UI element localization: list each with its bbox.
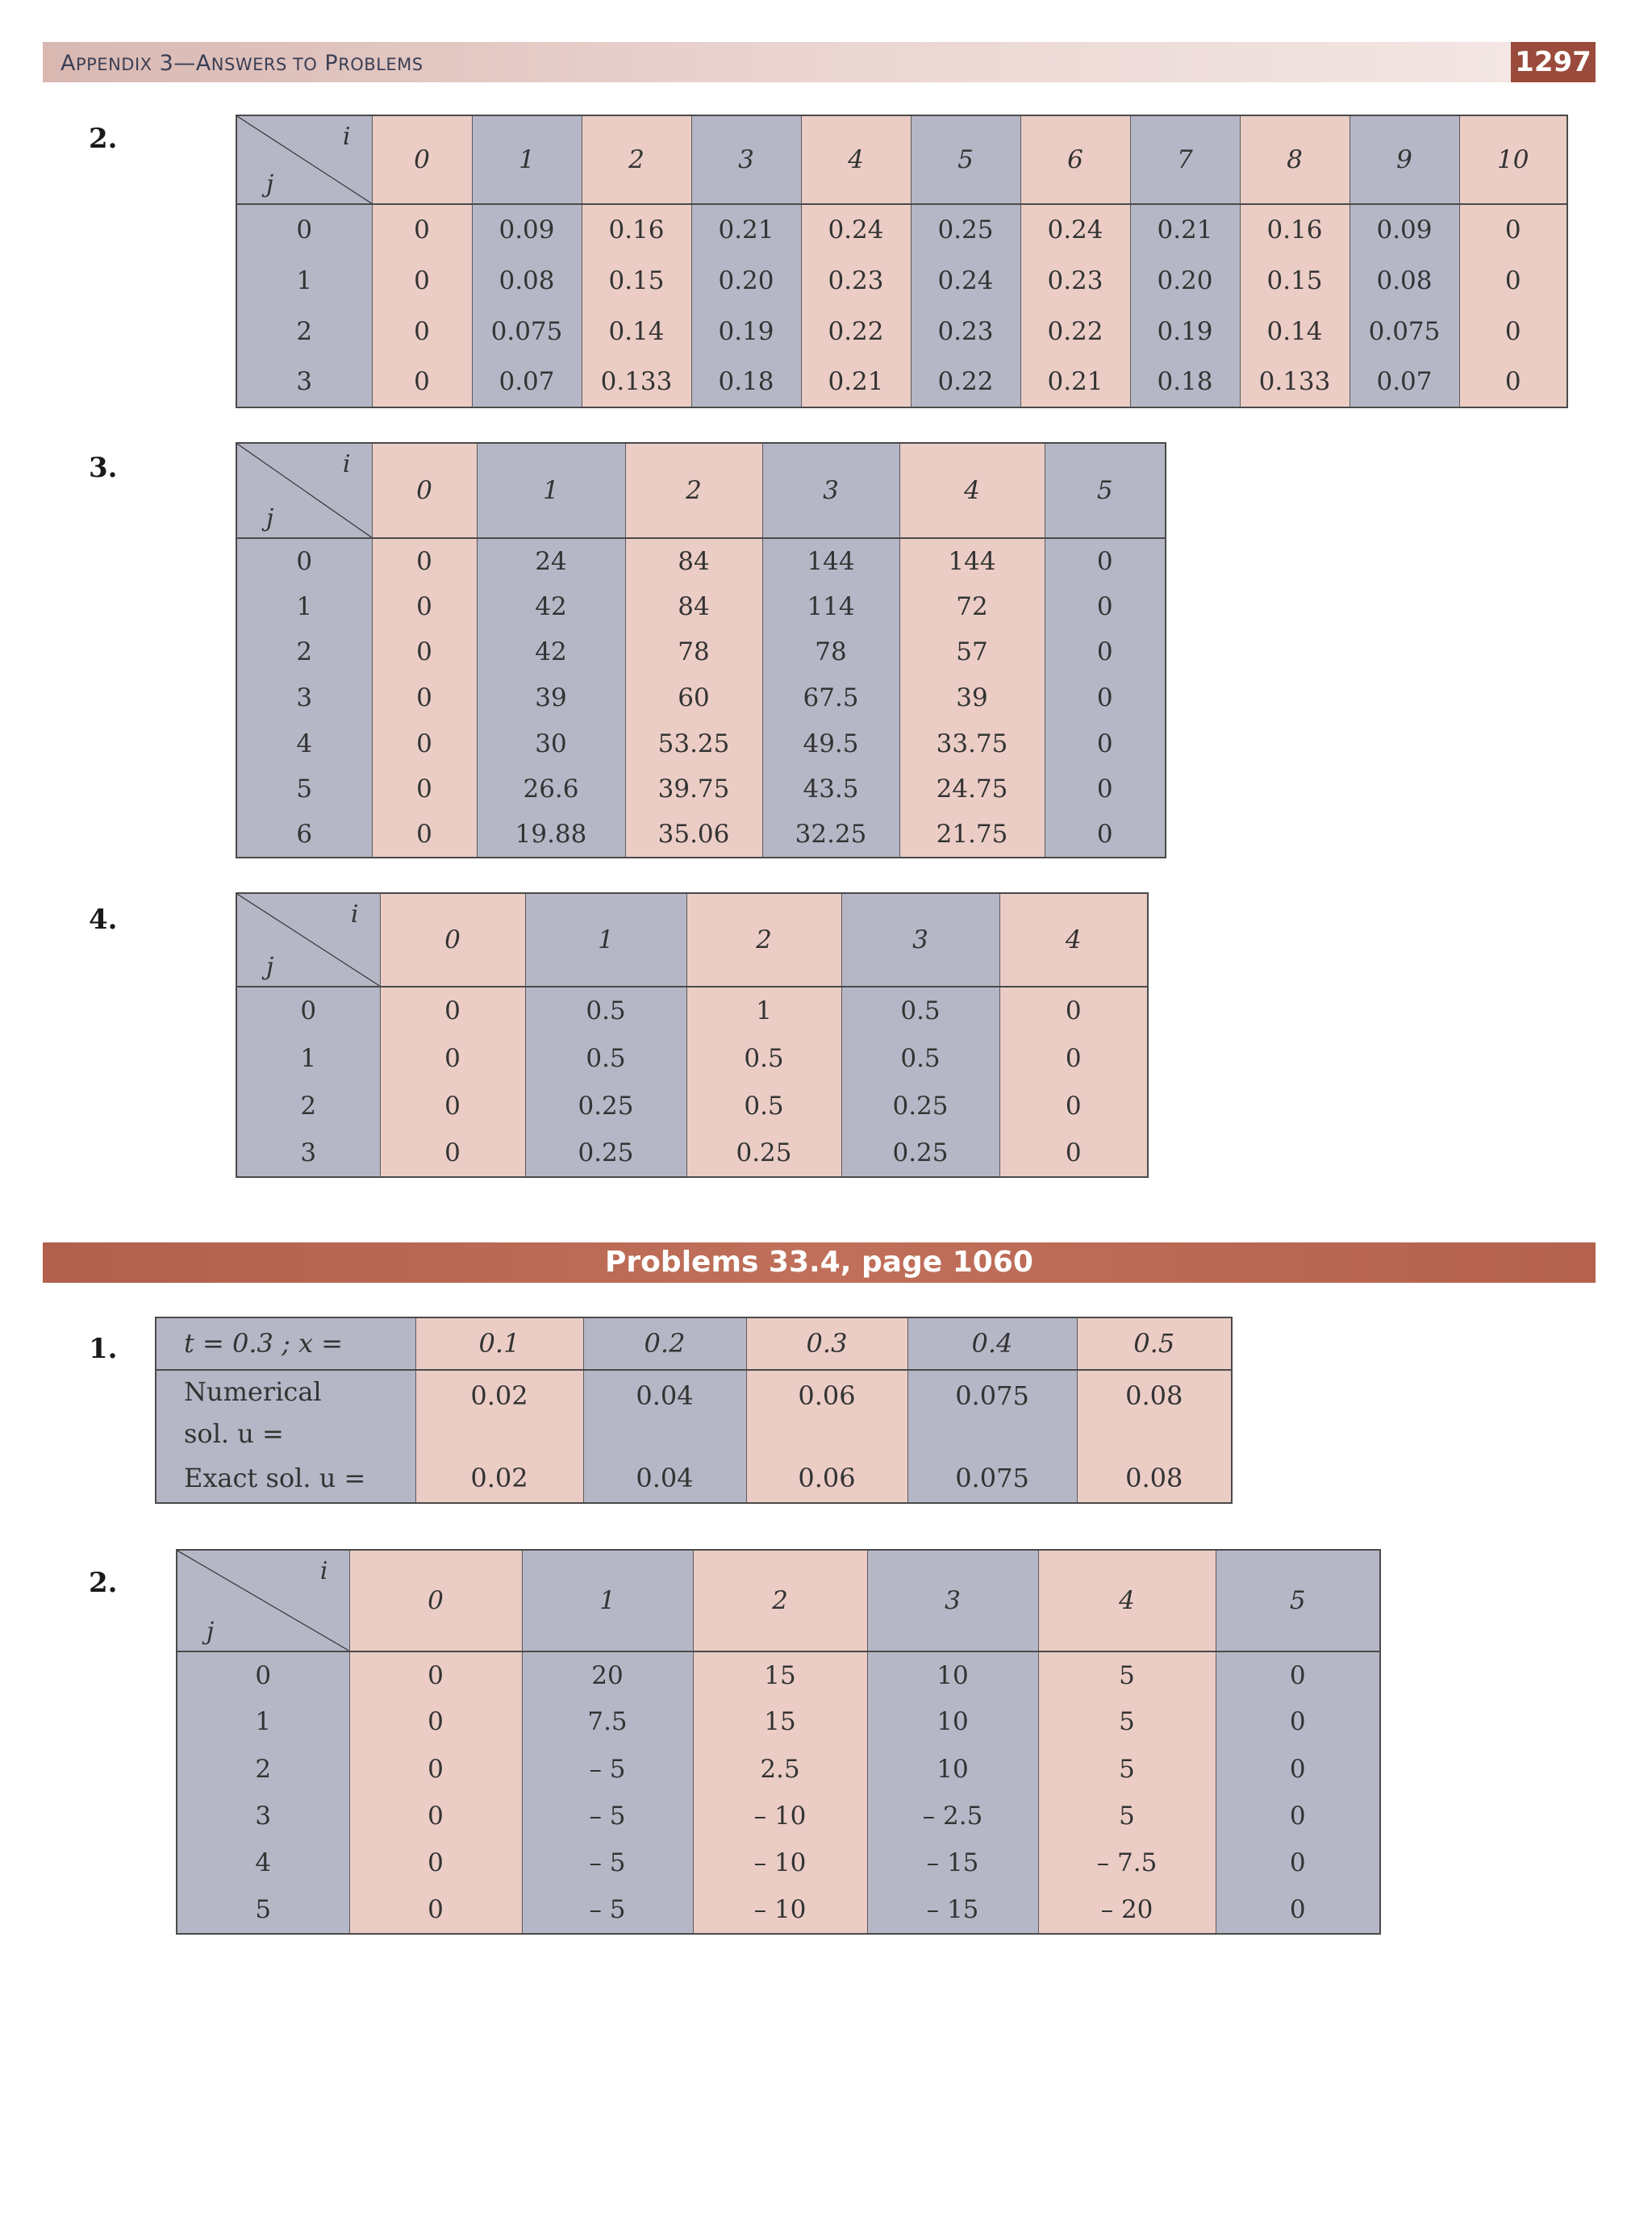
table-cell: 10 (867, 1698, 1038, 1745)
table-cell: 84 (625, 584, 762, 630)
table-cell: 19.88 (477, 812, 625, 858)
table-cell: 0.19 (691, 306, 801, 357)
table-cell: 15 (693, 1698, 867, 1745)
table-cell: – 10 (693, 1793, 867, 1839)
exact-value: 0.06 (746, 1454, 907, 1503)
table-cell: 0.19 (1130, 306, 1240, 357)
table-row (236, 720, 1166, 766)
table-cell: – 5 (522, 1839, 693, 1886)
problem-number: 3. (89, 452, 118, 484)
table-cell: 0 (380, 1129, 525, 1177)
numerical-value: 0.02 (415, 1370, 583, 1455)
table-cell: 0 (1045, 538, 1166, 584)
table-cell: 39 (899, 675, 1045, 721)
column-variable: i (342, 123, 351, 151)
table-cell: 39.75 (625, 766, 762, 812)
table-cell: 0.23 (1020, 255, 1130, 306)
table-cell: 0 (372, 584, 477, 630)
table-cell: 0.25 (841, 1129, 999, 1177)
table-cell: 0.5 (686, 1082, 841, 1129)
column-header: 0.1 (415, 1317, 583, 1370)
table-cell: 0 (372, 675, 477, 721)
numerical-value: 0.06 (746, 1370, 907, 1455)
row-index: 2 (236, 629, 372, 675)
table-cell: 10 (867, 1651, 1038, 1698)
table-row (236, 1082, 1148, 1129)
table-cell: 0.23 (911, 306, 1020, 357)
table-cell: 0.22 (911, 357, 1020, 407)
table-cell: – 15 (867, 1839, 1038, 1886)
table-cell: 53.25 (625, 720, 762, 766)
row-index: 3 (236, 1129, 380, 1177)
column-header: 1 (472, 115, 582, 204)
row-index: 5 (236, 766, 372, 812)
answer-table-2b (176, 1549, 1381, 1935)
table-cell: 0.24 (1020, 204, 1130, 255)
table-cell: 0.133 (582, 357, 691, 407)
column-header: 5 (911, 115, 1020, 204)
column-header: 4 (801, 115, 911, 204)
table-row (177, 1698, 1380, 1745)
exact-value: 0.075 (907, 1454, 1077, 1503)
column-header: 3 (867, 1550, 1038, 1651)
table-cell: 15 (693, 1651, 867, 1698)
column-header: 4 (899, 443, 1045, 538)
row-variable: j (266, 953, 274, 981)
table-cell: – 5 (522, 1746, 693, 1793)
row-label: sol. u = (156, 1413, 415, 1454)
table-row (177, 1887, 1380, 1934)
column-header: 2 (625, 443, 762, 538)
column-header: 3 (762, 443, 899, 538)
table-cell: – 5 (522, 1887, 693, 1934)
table-cell: 78 (762, 629, 899, 675)
column-header: 9 (1350, 115, 1459, 204)
row-variable: j (266, 170, 274, 198)
table-cell: 0.21 (691, 204, 801, 255)
table-cell: 26.6 (477, 766, 625, 812)
column-header: 0 (372, 443, 477, 538)
row-variable: j (206, 1618, 215, 1646)
column-header: 0.4 (907, 1317, 1077, 1370)
table-cell: – 20 (1038, 1887, 1216, 1934)
table-cell: 20 (522, 1651, 693, 1698)
table-cell: – 15 (867, 1887, 1038, 1934)
row-index: 3 (177, 1793, 349, 1839)
table-cell: 0 (349, 1651, 522, 1698)
table-cell: 0 (999, 1129, 1148, 1177)
table-cell: 60 (625, 675, 762, 721)
table-cell: 0.25 (911, 204, 1020, 255)
table-cell: 0.14 (1240, 306, 1350, 357)
table-cell: 43.5 (762, 766, 899, 812)
column-header: 0.3 (746, 1317, 907, 1370)
table-cell: 0.25 (525, 1129, 686, 1177)
column-header: 5 (1216, 1550, 1380, 1651)
table-row (177, 1839, 1380, 1886)
table-cell: 0.18 (1130, 357, 1240, 407)
row-index: 2 (236, 306, 372, 357)
table-cell: 32.25 (762, 812, 899, 858)
problem-number: 2. (89, 123, 118, 155)
row-index: 4 (177, 1839, 349, 1886)
table-cell: 0 (1045, 812, 1166, 858)
table-cell: 5 (1038, 1746, 1216, 1793)
table-cell: 0.5 (841, 1034, 999, 1082)
table-cell: 0.133 (1240, 357, 1350, 407)
row-index: 4 (236, 720, 372, 766)
table-cell: 10 (867, 1746, 1038, 1793)
table-cell: 0 (1216, 1839, 1380, 1886)
row-index: 3 (236, 675, 372, 721)
row-index: 6 (236, 812, 372, 858)
table-cell: 84 (625, 538, 762, 584)
table-cell: 0.14 (582, 306, 691, 357)
table-cell: 0.075 (472, 306, 582, 357)
table-cell: 0.24 (801, 204, 911, 255)
table-cell: 0 (1216, 1746, 1380, 1793)
row-index: 1 (236, 255, 372, 306)
column-header: 6 (1020, 115, 1130, 204)
table-cell: 0 (349, 1793, 522, 1839)
column-variable: i (319, 1557, 328, 1585)
table-row (177, 1746, 1380, 1793)
column-header: 4 (1038, 1550, 1216, 1651)
table-cell: 0.18 (691, 357, 801, 407)
answer-table-4 (236, 892, 1149, 1178)
table-cell: 0.21 (1020, 357, 1130, 407)
table-cell: 0 (372, 204, 472, 255)
table-cell: 42 (477, 584, 625, 630)
column-header: 2 (686, 893, 841, 987)
table-cell: 24 (477, 538, 625, 584)
table-cell: 0 (1045, 766, 1166, 812)
table-row (236, 766, 1166, 812)
table-cell: 1 (686, 987, 841, 1034)
table-cell: 0 (1459, 357, 1567, 407)
table-cell: 0 (372, 357, 472, 407)
table-cell: 21.75 (899, 812, 1045, 858)
numerical-value: 0.04 (583, 1370, 746, 1455)
column-header: 2 (693, 1550, 867, 1651)
table-cell: 33.75 (899, 720, 1045, 766)
table-cell: 0 (1216, 1698, 1380, 1745)
table-cell: 78 (625, 629, 762, 675)
table-row (236, 1034, 1148, 1082)
table-cell: 0.09 (472, 204, 582, 255)
table-cell: 0.5 (525, 1034, 686, 1082)
row-variable: j (266, 504, 274, 532)
section-banner: Problems 33.4, page 1060 (43, 1242, 1596, 1283)
table-cell: 2.5 (693, 1746, 867, 1793)
table-cell: 0 (1045, 629, 1166, 675)
row-index: 2 (236, 1082, 380, 1129)
table-cell: 0 (372, 538, 477, 584)
row-index: 2 (177, 1746, 349, 1793)
table-cell: 0 (999, 1082, 1148, 1129)
table-cell: 0 (380, 1082, 525, 1129)
table-cell: 0 (1045, 584, 1166, 630)
table-cell: 39 (477, 675, 625, 721)
row-index: 1 (236, 584, 372, 630)
table-cell: – 7.5 (1038, 1839, 1216, 1886)
column-header: 7 (1130, 115, 1240, 204)
table-cell: 144 (762, 538, 899, 584)
problem-number: 4. (89, 904, 118, 936)
header-label: t = 0.3 ; x = (156, 1317, 415, 1370)
table-row (236, 584, 1166, 630)
table-cell: 0 (999, 1034, 1148, 1082)
column-header: 0.5 (1077, 1317, 1232, 1370)
column-header: 5 (1045, 443, 1166, 538)
table-cell: 0 (372, 812, 477, 858)
table-row (236, 987, 1148, 1034)
exact-value: 0.04 (583, 1454, 746, 1503)
table-cell: 0 (1216, 1651, 1380, 1698)
table-cell: 0.22 (1020, 306, 1130, 357)
page-number: 1297 (1511, 42, 1596, 82)
table-cell: 5 (1038, 1793, 1216, 1839)
table-cell: 0 (349, 1698, 522, 1745)
table-cell: 57 (899, 629, 1045, 675)
table-cell: 0.24 (911, 255, 1020, 306)
table-cell: 0.21 (1130, 204, 1240, 255)
column-header: 0 (349, 1550, 522, 1651)
table-cell: 0 (380, 1034, 525, 1082)
column-header: 4 (999, 893, 1148, 987)
table-cell: 7.5 (522, 1698, 693, 1745)
table-cell: 0 (1459, 306, 1567, 357)
table-cell: 0 (372, 766, 477, 812)
column-header: 2 (582, 115, 691, 204)
table-cell: 0 (1216, 1887, 1380, 1934)
table-cell: 0 (372, 720, 477, 766)
corner-cell (236, 893, 380, 987)
table-cell: 0 (349, 1746, 522, 1793)
table-cell: – 5 (522, 1793, 693, 1839)
row-index: 0 (236, 987, 380, 1034)
table-cell: 42 (477, 629, 625, 675)
table-row (236, 255, 1567, 306)
table-cell: 0 (372, 629, 477, 675)
table-cell: 0.25 (841, 1082, 999, 1129)
table-cell: 0.16 (582, 204, 691, 255)
corner-cell (236, 443, 372, 538)
row-index: 1 (177, 1698, 349, 1745)
table-cell: 0 (1459, 204, 1567, 255)
table-cell: 0.25 (686, 1129, 841, 1177)
column-header: 3 (841, 893, 999, 987)
table-cell: 0.075 (1350, 306, 1459, 357)
column-header: 1 (522, 1550, 693, 1651)
answer-table-3 (236, 442, 1166, 858)
table-cell: 30 (477, 720, 625, 766)
table-cell: 0.07 (1350, 357, 1459, 407)
row-index: 0 (236, 204, 372, 255)
numerical-value: 0.08 (1077, 1370, 1232, 1455)
answer-table-2 (236, 115, 1568, 408)
table-cell: 0.15 (582, 255, 691, 306)
diagonal-line (237, 116, 372, 203)
diagonal-line (237, 444, 372, 537)
column-header: 10 (1459, 115, 1567, 204)
table-row (236, 538, 1166, 584)
running-header (43, 42, 1596, 82)
table-cell: 0.25 (525, 1082, 686, 1129)
column-header: 0 (372, 115, 472, 204)
table-cell: 0.07 (472, 357, 582, 407)
column-variable: i (350, 900, 359, 929)
problem-number: 2. (89, 1567, 118, 1599)
table-row (236, 629, 1166, 675)
table-row (236, 357, 1567, 407)
table-cell: 0 (380, 987, 525, 1034)
row-label: Exact sol. u = (156, 1454, 415, 1503)
table-row (236, 675, 1166, 721)
column-header: 1 (525, 893, 686, 987)
table-cell: 114 (762, 584, 899, 630)
row-index: 5 (177, 1887, 349, 1934)
table-cell: – 10 (693, 1839, 867, 1886)
table-cell: 35.06 (625, 812, 762, 858)
row-index: 0 (177, 1651, 349, 1698)
column-header: 8 (1240, 115, 1350, 204)
table-row (236, 204, 1567, 255)
table-row (177, 1793, 1380, 1839)
column-header: 3 (691, 115, 801, 204)
table-cell: 72 (899, 584, 1045, 630)
table-cell: 0.5 (686, 1034, 841, 1082)
column-header: 1 (477, 443, 625, 538)
table-cell: 0.20 (1130, 255, 1240, 306)
table-cell: 24.75 (899, 766, 1045, 812)
table-cell: 0 (999, 987, 1148, 1034)
table-row (236, 306, 1567, 357)
column-variable: i (342, 450, 351, 478)
column-header: 0 (380, 893, 525, 987)
numerical-value: 0.075 (907, 1370, 1077, 1455)
corner-cell (177, 1550, 349, 1651)
table-cell: 0.08 (472, 255, 582, 306)
corner-cell (236, 115, 372, 204)
table-cell: 67.5 (762, 675, 899, 721)
table-cell: 5 (1038, 1651, 1216, 1698)
table-cell: 0 (1459, 255, 1567, 306)
column-header: 0.2 (583, 1317, 746, 1370)
table-cell: 0 (372, 306, 472, 357)
table-cell: 0.22 (801, 306, 911, 357)
table-cell: – 2.5 (867, 1793, 1038, 1839)
table-cell: 0.21 (801, 357, 911, 407)
table-row (236, 812, 1166, 858)
table-cell: 144 (899, 538, 1045, 584)
row-index: 0 (236, 538, 372, 584)
table-cell: 0.15 (1240, 255, 1350, 306)
table-cell: 0 (1045, 675, 1166, 721)
comparison-table (155, 1317, 1233, 1504)
row-label: Numerical (156, 1370, 415, 1413)
table-cell: 5 (1038, 1698, 1216, 1745)
table-cell: 0 (1045, 720, 1166, 766)
running-title: APPENDIX 3—ANSWERS TO PROBLEMS (60, 51, 423, 76)
table-row (236, 1129, 1148, 1177)
table-cell: 0.09 (1350, 204, 1459, 255)
table-cell: 0.5 (841, 987, 999, 1034)
table-row (177, 1651, 1380, 1698)
table-cell: 0.16 (1240, 204, 1350, 255)
exact-value: 0.08 (1077, 1454, 1232, 1503)
row-index: 3 (236, 357, 372, 407)
table-cell: 0 (349, 1839, 522, 1886)
table-cell: 0.5 (525, 987, 686, 1034)
table-cell: 0 (372, 255, 472, 306)
table-cell: 0.20 (691, 255, 801, 306)
problem-number: 1. (89, 1333, 118, 1365)
exact-value: 0.02 (415, 1454, 583, 1503)
table-cell: – 10 (693, 1887, 867, 1934)
table-cell: 0 (349, 1887, 522, 1934)
row-index: 1 (236, 1034, 380, 1082)
table-cell: 0 (1216, 1793, 1380, 1839)
table-cell: 0.08 (1350, 255, 1459, 306)
table-cell: 49.5 (762, 720, 899, 766)
table-cell: 0.23 (801, 255, 911, 306)
